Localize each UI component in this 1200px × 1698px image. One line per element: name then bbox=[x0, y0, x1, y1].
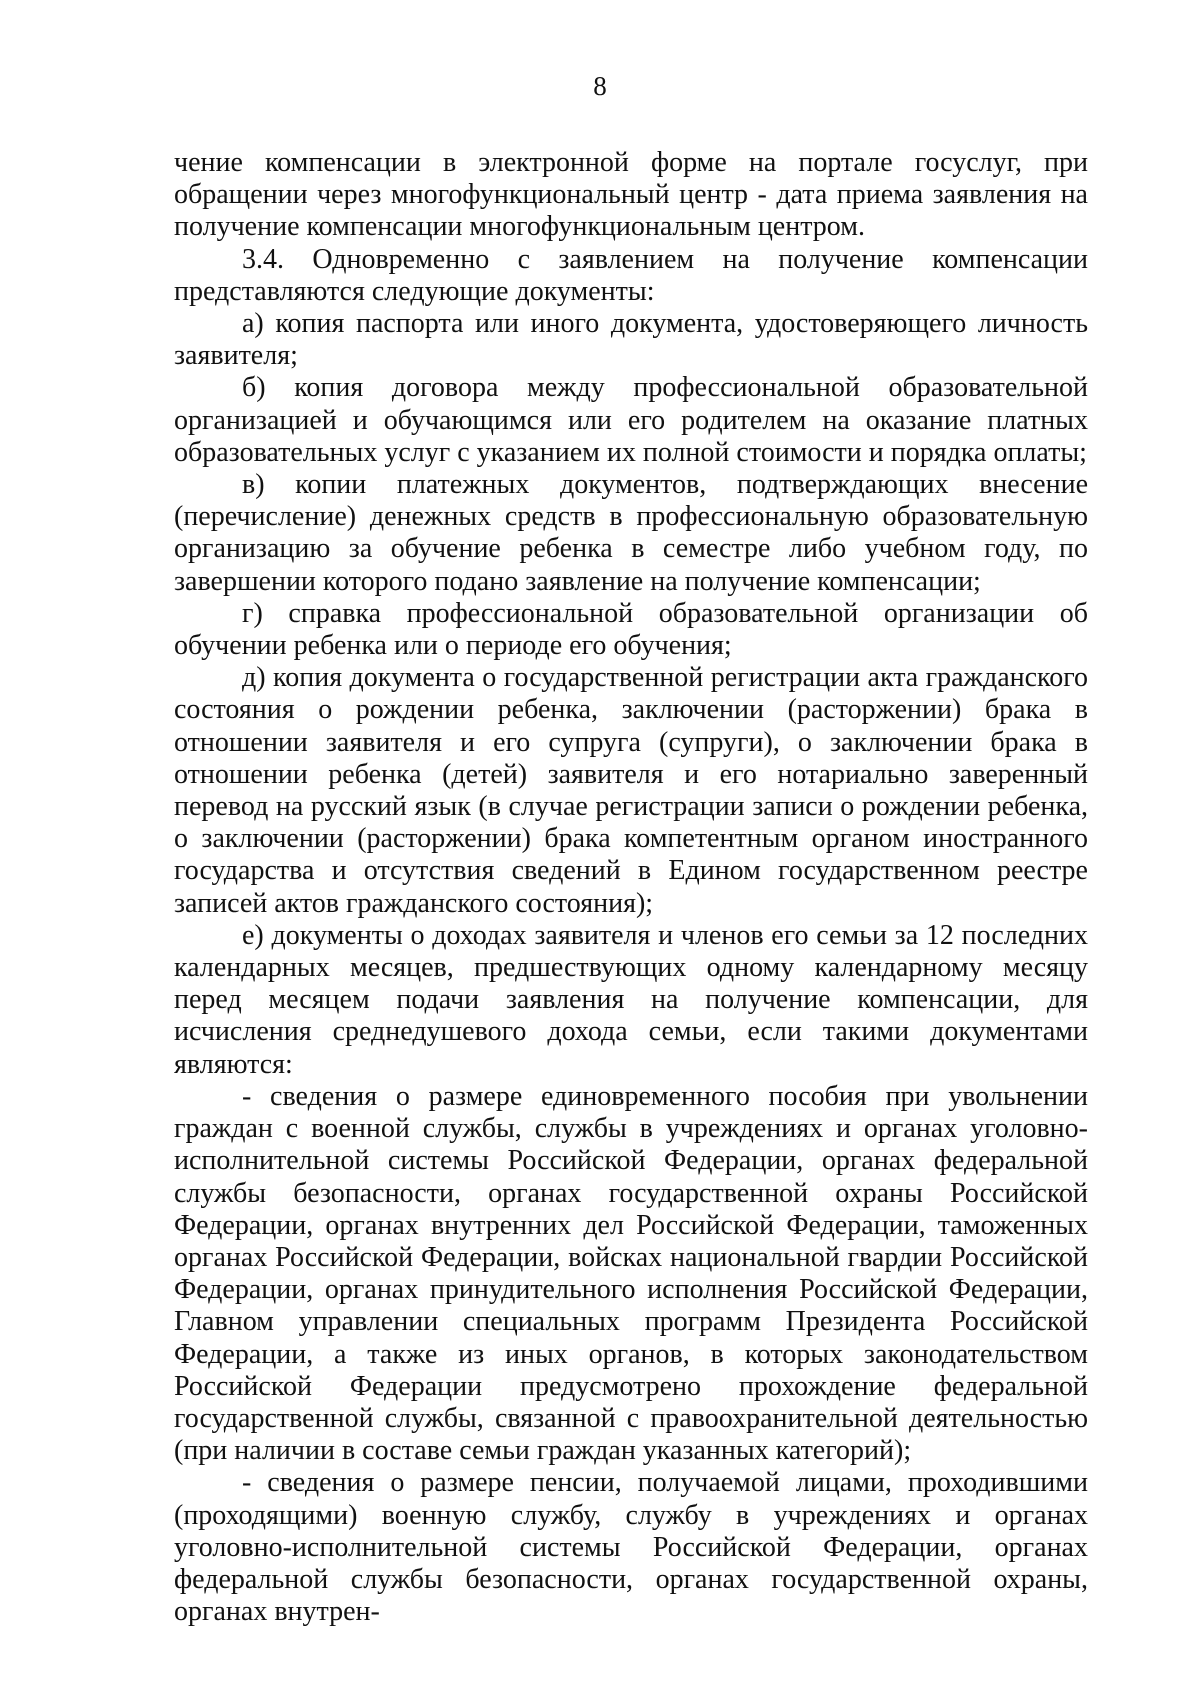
list-item-b: б) копия договора между профессиональной образовательной организацией и обучающимся или его родителем на оказание платных образовательных услуг с указанием их полной стоимости и порядка оплаты; bbox=[174, 372, 1088, 468]
list-item-d: д) копия документа о государственной регистрации акта гражданского состояния о рождении ребенка, заключении (расторжении) брака в отношении заявителя и его супруга (супруги), о заключении брака в отношении ребенка (детей) заявителя и его нотариально заверенный перевод на русский язык (в случае регистрации записи о рождении ребенка, о заключении (расторжении) брака компетентным органом иностранного государства и отсутствия сведений в Едином государственном реестре записей актов гражданского состояния); bbox=[174, 662, 1088, 919]
paragraph-section-3-4: 3.4. Одновременно с заявлением на получение компенсации представляются следующие документы: bbox=[174, 243, 1088, 307]
sub-item-lump-sum-allowance: - сведения о размере единовременного пособия при увольнении граждан с военной службы, службы в учреждениях и органах уголовно-исполнительной системы Российской Федерации, органах федеральной службы безопасности, органах государственной охраны Российской Федерации, органах внутренних дел Российской Федерации, таможенных органах Российской Федерации, войсках национальной гвардии Российской Федерации, органах принудительного исполнения Российской Федерации, Главном управлении специальных программ Президента Российской Федерации, а также из иных органов, в которых законодательством Российской Федерации предусмотрено прохождение федеральной государственной службы, связанной с правоохранительной деятельностью (при наличии в составе семьи граждан указанных категорий); bbox=[174, 1080, 1088, 1467]
sub-item-pension: - сведения о размере пенсии, получаемой лицами, проходившими (проходящими) военную службу, службу в учреждениях и органах уголовно-исполнительной системы Российской Федерации, органах федеральной службы безопасности, органах государственной охраны, органах внутрен- bbox=[174, 1467, 1088, 1628]
list-item-a: а) копия паспорта или иного документа, удостоверяющего личность заявителя; bbox=[174, 308, 1088, 372]
list-item-v: в) копии платежных документов, подтверждающих внесение (перечисление) денежных средств в профессиональную образовательную организацию за обучение ребенка в семестре либо учебном году, по завершении которого подано заявление на получение компенсации; bbox=[174, 469, 1088, 597]
list-item-g: г) справка профессиональной образовательной организации об обучении ребенка или о периоде его обучения; bbox=[174, 597, 1088, 662]
document-body bbox=[174, 147, 1088, 1628]
list-item-e: е) документы о доходах заявителя и членов его семьи за 12 последних календарных месяцев, предшествующих одному календарному месяцу перед месяцем подачи заявления на получение компенсации, для исчисления среднедушевого дохода семьи, если такими документами являются: bbox=[174, 919, 1088, 1080]
page-number: 8 bbox=[593, 71, 607, 101]
paragraph-continuation: чение компенсации в электронной форме на портале госуслуг, при обращении через многофункциональный центр - дата приема заявления на получение компенсации многофункциональным центром. bbox=[174, 147, 1088, 243]
